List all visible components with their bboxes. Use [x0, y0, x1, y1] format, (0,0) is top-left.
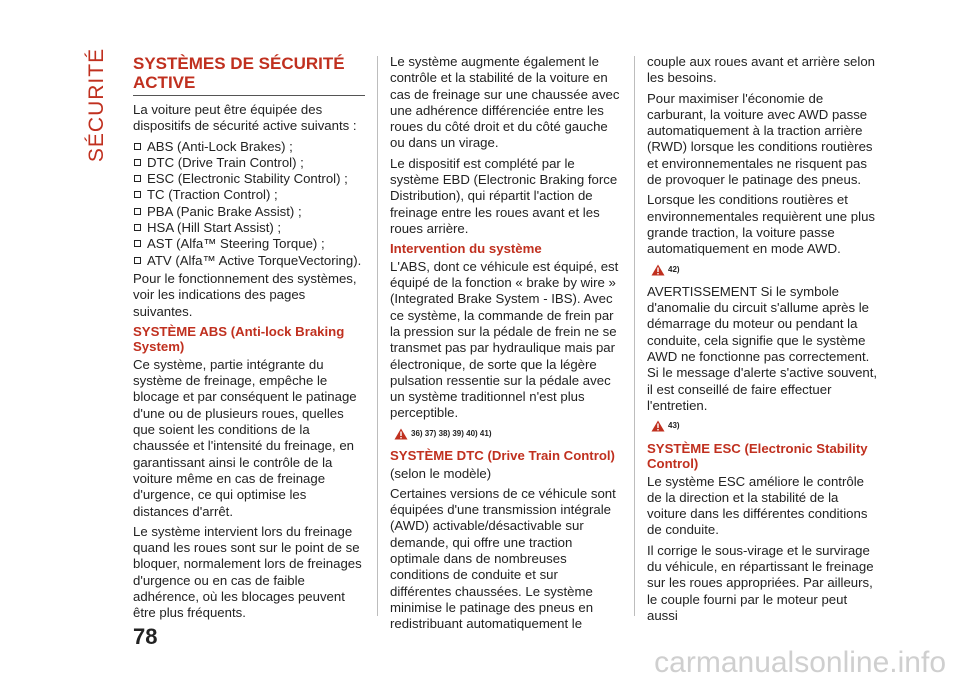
systems-list	[133, 139, 365, 269]
list-item: HSA (Hill Start Assist) ;	[133, 220, 365, 236]
paragraph: L'ABS, dont ce véhicule est équipé, est équipé de la fonction « brake by wire » (Integrated Brake System - IBS). Avec ce système, la commande de frein par la pression sur la pédale de frein ne se transmet pas par hydraulique mais par électronique, de sorte que la légère pulsation ressentie sur la pédale avec un système traditionnel n'est plus perceptible.	[390, 258, 619, 421]
abs-heading: SYSTÈME ABS (Anti-lock Braking System)	[133, 323, 345, 355]
warning-triangle-icon	[394, 428, 408, 440]
warning-reference	[647, 262, 879, 278]
side-tab-label: SÉCURITÉ	[85, 47, 108, 163]
list-item: ABS (Anti-Lock Brakes) ;	[133, 139, 365, 155]
warning-reference	[647, 418, 879, 434]
column-3	[647, 54, 879, 628]
warning-paragraph: AVERTISSEMENT Si le symbole d'anomalie du circuit s'allume après le démarrage du moteur ou pendant la conduite, cela signifie que le système AWD ne fonctionne pas correctement. Si le message d'alerte s'active souvent, il est conseillé de faire effectuer l'entretien.	[647, 283, 878, 413]
watermark: carmanualsonline.info	[654, 646, 946, 679]
warning-refs: 36) 37) 38) 39) 40) 41)	[411, 428, 492, 438]
column-divider	[634, 56, 635, 616]
side-tab	[82, 47, 112, 163]
section-title: SYSTÈMES DE SÉCURITÉ ACTIVE	[133, 54, 365, 96]
warning-reference	[390, 426, 622, 442]
list-item: ATV (Alfa™ Active TorqueVectoring).	[133, 253, 365, 269]
outro-text: Pour le fonctionnement des systèmes, voir les indications des pages suivantes.	[133, 270, 357, 319]
warning-triangle-icon	[651, 264, 665, 276]
list-item: TC (Traction Control) ;	[133, 187, 365, 203]
paragraph: Pour maximiser l'économie de carburant, la voiture avec AWD passe automatiquement à la traction arrière (RWD) lorsque les conditions routières et environnementales ne risquent pas de provoquer le patinage des pneus.	[647, 90, 873, 188]
column-divider	[377, 56, 378, 616]
paragraph: Le système ESC améliore le contrôle de la direction et la stabilité de la voiture dans les différentes conditions de conduite.	[647, 473, 868, 538]
paragraph: Le système augmente également le contrôle et la stabilité de la voiture en cas de freinage sur une chaussée avec une adhérence différenciée entre les roues du côté droit et du côté gauche ou dans un virage.	[390, 54, 620, 151]
warning-refs: 43)	[668, 421, 680, 431]
intro-text: La voiture peut être équipée des dispositifs de sécurité active suivants :	[133, 102, 357, 134]
column-2	[390, 54, 622, 637]
list-item: PBA (Panic Brake Assist) ;	[133, 204, 365, 220]
list-item: DTC (Drive Train Control) ;	[133, 155, 365, 171]
page-number: 78	[133, 624, 158, 649]
paragraph: Certaines versions de ce véhicule sont équipées d'une transmission intégrale (AWD) activable/désactivable sur demande, qui offre une traction optimale dans de nombreuses conditions de conduite et sur différentes chaussées. Le système minimise le patinage des pneus en redistribuant automatiquement le	[390, 485, 616, 632]
warning-refs: 42)	[668, 264, 680, 274]
list-item: ESC (Electronic Stability Control) ;	[133, 171, 365, 187]
paragraph: couple aux roues avant et arrière selon les besoins.	[647, 54, 875, 86]
paragraph: Il corrige le sous-virage et le survirage du véhicule, en répartissant le freinage sur les roues appropriées. Par ailleurs, le couple fourni par le moteur peut aussi	[647, 542, 874, 623]
paragraph: Lorsque les conditions routières et environnementales requièrent une plus grande traction, la voiture passe automatiquement en mode AWD.	[647, 192, 875, 257]
column-1	[133, 54, 365, 626]
abs-paragraph: Le système intervient lors du freinage quand les roues sont sur le point de se bloquer, normalement lors de freinages d'urgence ou en cas de faible adhérence, où les blocages peuvent être plus fréquents.	[133, 523, 362, 621]
dtc-heading: SYSTÈME DTC (Drive Train Control)	[390, 448, 615, 464]
paragraph: Le dispositif est complété par le système EBD (Electronic Braking force Distribution), qui répartit l'action de freinage entre les roues avant et les roues arrière.	[390, 155, 618, 236]
dtc-subtitle: (selon le modèle)	[390, 465, 492, 481]
abs-paragraph: Ce système, partie intégrante du système de freinage, empêche le blocage et par conséquent le patinage d'une ou de plusieurs roues, quelles que soient les conditions de la chaussée et l'intensité du freinage, en garantissant ainsi le contrôle de la voiture même en cas de freinage d'urgence, ce qui optimise les distances d'arrêt.	[133, 356, 357, 519]
intervention-heading: Intervention du système	[390, 241, 542, 257]
esc-heading: SYSTÈME ESC (Electronic Stability Control)	[647, 440, 868, 472]
warning-triangle-icon	[651, 420, 665, 432]
list-item: AST (Alfa™ Steering Torque) ;	[133, 236, 365, 252]
